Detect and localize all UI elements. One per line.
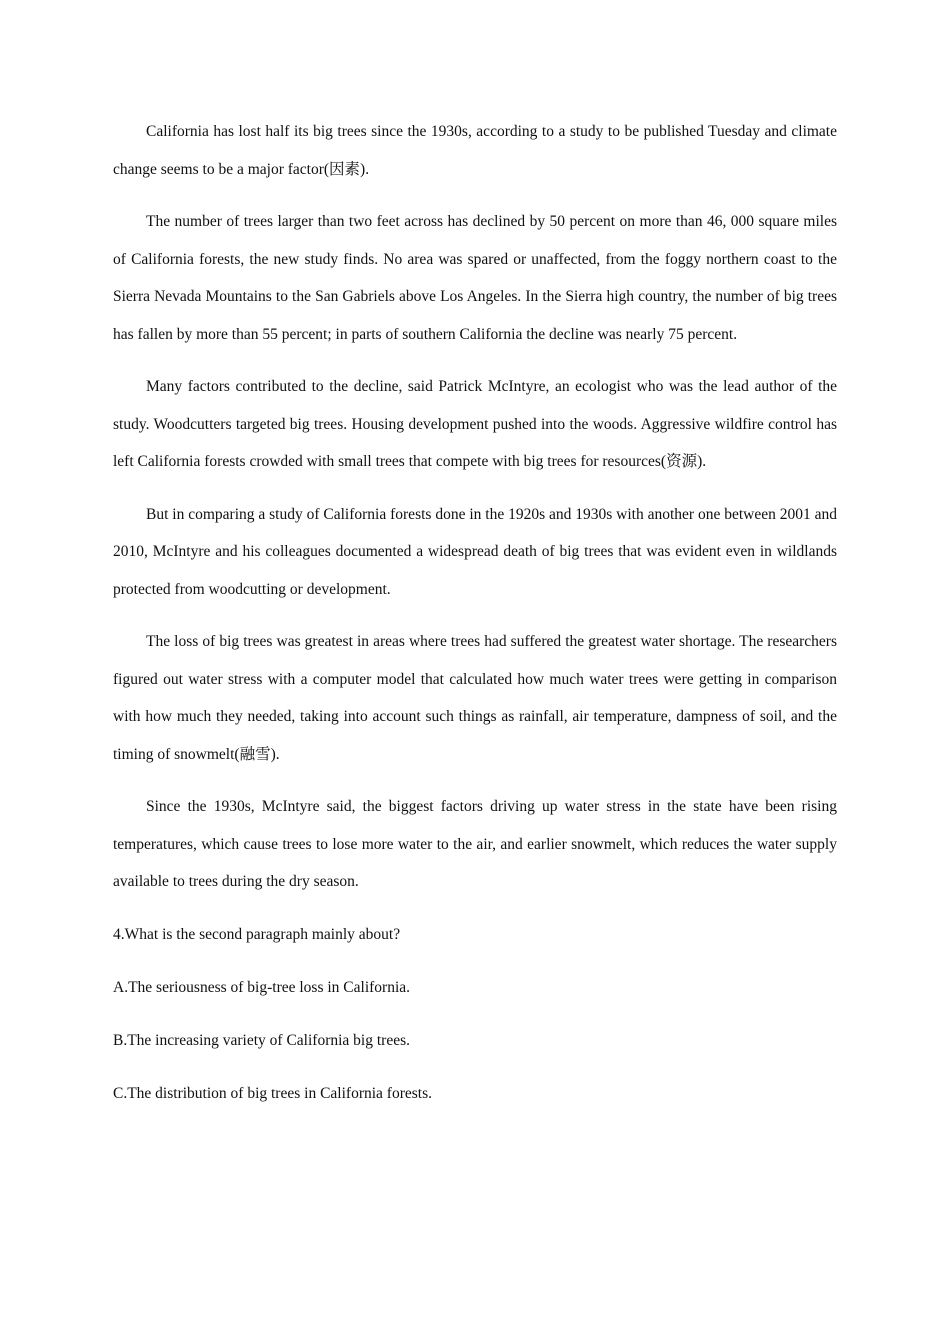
option-b: B.The increasing variety of California big trees.	[113, 1031, 410, 1049]
paragraph-5: The loss of big trees was greatest in areas where trees had suffered the greatest water shortage. The researchers figured out water stress with a computer model that calculated how much water trees were getting in comparison with how much they needed, taking into account such things as rainfall, air temperature, dampness of soil, and the timing of snowmelt(融雪).	[113, 633, 837, 763]
paragraph-4: But in comparing a study of California forests done in the 1920s and 1930s with another one between 2001 and 2010, McIntyre and his colleagues documented a widespread death of big trees that was evident even in wildlands protected from woodcutting or development.	[113, 505, 837, 598]
paragraph-2: The number of trees larger than two feet across has declined by 50 percent on more than 46, 000 square miles of California forests, the new study finds. No area was spared or unaffected, from the foggy northern coast to the Sierra Nevada Mountains to the San Gabriels above Los Angeles. In the Sierra high country, the number of big trees has fallen by more than 55 percent; in parts of southern California the decline was nearly 75 percent.	[113, 213, 837, 343]
option-a: A.The seriousness of big-tree loss in California.	[113, 978, 411, 996]
option-c: C.The distribution of big trees in California forests.	[113, 1084, 432, 1102]
paragraph-6: Since the 1930s, McIntyre said, the biggest factors driving up water stress in the state have been rising temperatures, which cause trees to lose more water to the air, and earlier snowmelt, which reduces the water supply available to trees during the dry season.	[113, 798, 837, 890]
document-page	[113, 113, 837, 1128]
question-stem: 4.What is the second paragraph mainly about?	[113, 925, 401, 943]
paragraph-1: California has lost half its big trees since the 1930s, according to a study to be published Tuesday and climate change seems to be a major factor(因素).	[113, 123, 837, 178]
paragraph-3: Many factors contributed to the decline, said Patrick McIntyre, an ecologist who was the lead author of the study. Woodcutters targeted big trees. Housing development pushed into the woods. Aggressive wildfire control has left California forests crowded with small trees that compete with big trees for resources(资源).	[113, 378, 837, 470]
